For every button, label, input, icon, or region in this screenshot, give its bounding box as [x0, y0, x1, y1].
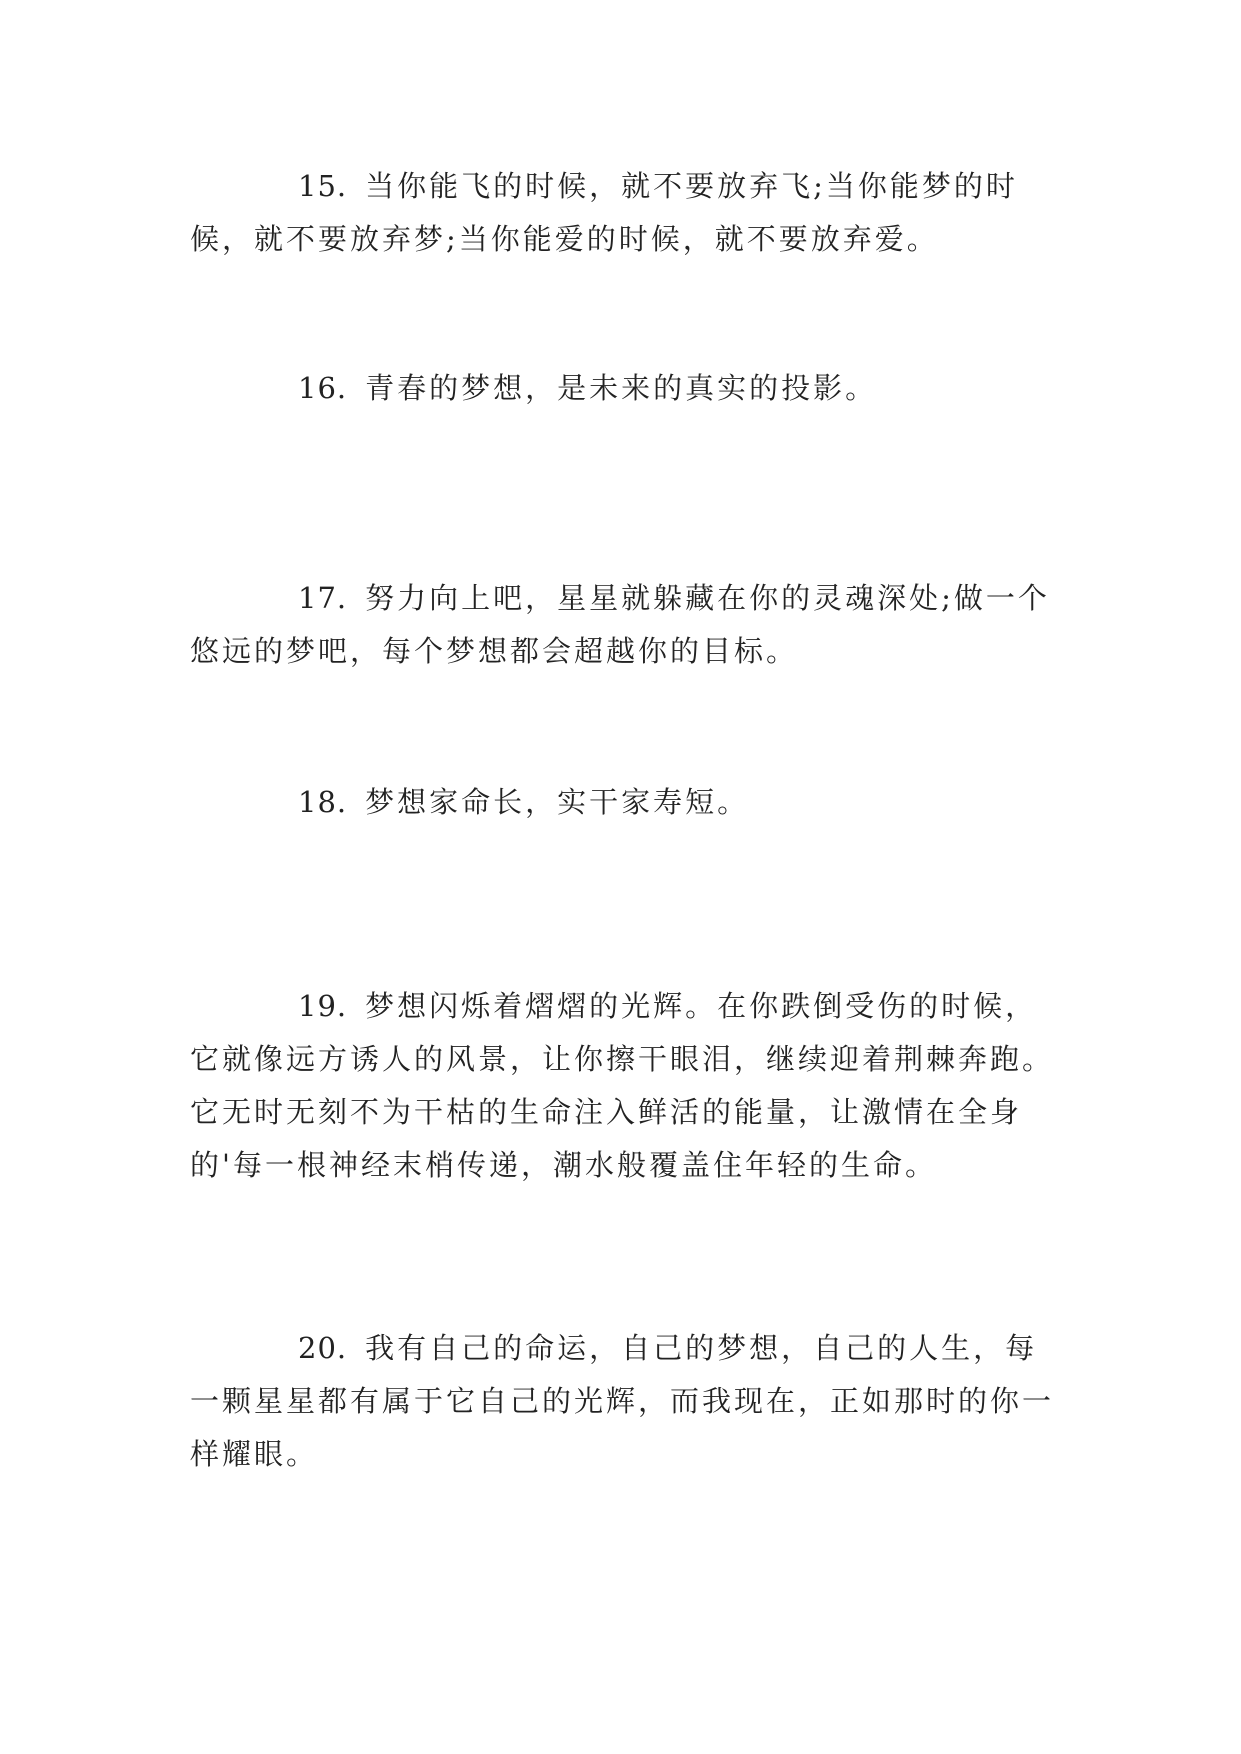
paragraph-19	[190, 980, 1060, 1192]
paragraph-number: 19.	[298, 989, 348, 1023]
paragraph-18	[190, 776, 1060, 829]
paragraph-number: 17.	[298, 581, 348, 615]
paragraph-number: 20.	[298, 1331, 348, 1365]
paragraph-17	[190, 572, 1060, 678]
paragraph-text: 当你能飞的时候，就不要放弃飞;当你能梦的时候，就不要放弃梦;当你能爱的时候，就不要放弃爱。	[190, 169, 1018, 256]
paragraph-16	[190, 362, 1060, 415]
paragraph-text: 青春的梦想，是未来的真实的投影。	[365, 371, 878, 405]
paragraph-number: 16.	[298, 371, 348, 405]
paragraph-15	[190, 160, 1060, 266]
paragraph-number: 18.	[298, 785, 348, 819]
paragraph-text: 我有自己的命运，自己的梦想，自己的人生，每一颗星星都有属于它自己的光辉，而我现在，正如那时的你一样耀眼。	[190, 1331, 1055, 1471]
paragraph-text: 梦想家命长，实干家寿短。	[365, 785, 750, 819]
paragraph-text: 梦想闪烁着熠熠的光辉。在你跌倒受伤的时候，它就像远方诱人的风景，让你擦干眼泪，继续迎着荆棘奔跑。它无时无刻不为干枯的生命注入鲜活的能量，让激情在全身的'每一根神经末梢传递，潮水般覆盖住年轻的生命。	[190, 989, 1055, 1182]
paragraph-number: 15.	[298, 169, 348, 203]
paragraph-text: 努力向上吧，星星就躲藏在你的灵魂深处;做一个悠远的梦吧，每个梦想都会超越你的目标。	[190, 581, 1050, 668]
paragraph-20	[190, 1322, 1060, 1481]
